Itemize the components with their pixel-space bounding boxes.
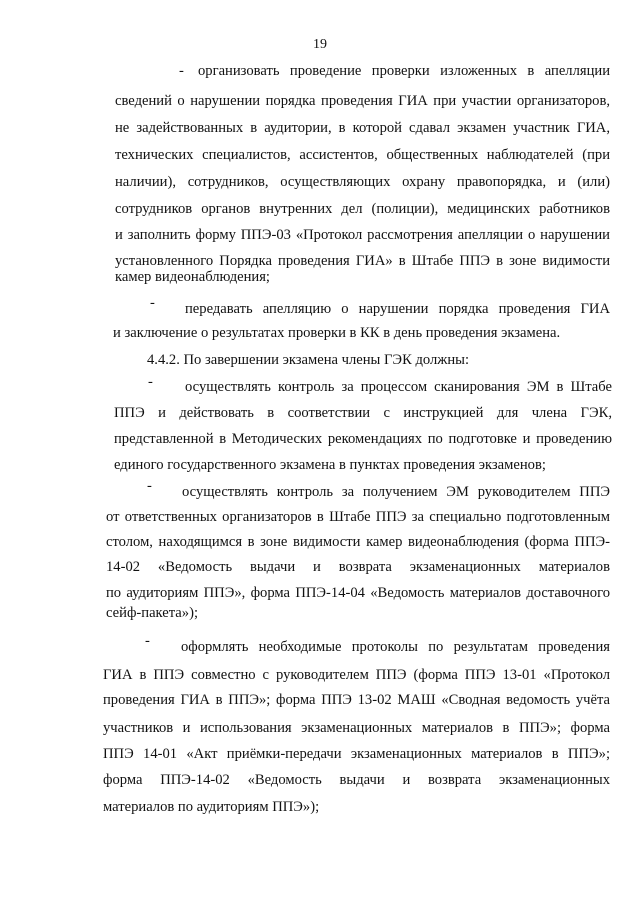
- text-line: камер видеонаблюдения;: [115, 269, 270, 285]
- text-line: оформлять необходимые протоколы по результатам проведения: [181, 639, 610, 655]
- text-line: форма ППЭ-14-02 «Ведомость выдачи и возврата экзаменационных: [103, 772, 610, 788]
- text-line: и заключение о результатах проверки в КК в день проведения экзамена.: [113, 325, 561, 341]
- text-line: организовать проведение проверки изложенных в апелляции: [198, 63, 610, 79]
- text-line: по аудиториям ППЭ», форма ППЭ-14-04 «Ведомость материалов доставочного: [106, 585, 610, 601]
- text-line: ГИА в ППЭ совместно с руководителем ППЭ (форма ППЭ 13-01 «Протокол: [103, 667, 610, 683]
- section-heading: 4.4.2. По завершении экзамена члены ГЭК должны:: [147, 352, 470, 368]
- bullet-dash: -: [147, 478, 152, 494]
- text-line: наличии), сотрудников, осуществляющих охрану правопорядка, и (или): [115, 174, 610, 190]
- text-line: участников и использования экзаменационных материалов в ППЭ»; форма: [103, 720, 610, 736]
- text-line: технических специалистов, ассистентов, общественных наблюдателей (при: [115, 147, 610, 163]
- bullet-dash: -: [179, 63, 184, 79]
- text-line: осуществлять контроль за получением ЭМ руководителем ППЭ: [182, 484, 610, 500]
- text-line: установленного Порядка проведения ГИА» в Штабе ППЭ в зоне видимости: [115, 253, 610, 269]
- text-line: 14-02 «Ведомость выдачи и возврата экзаменационных материалов: [106, 559, 610, 575]
- bullet-dash: -: [145, 633, 150, 649]
- text-line: от ответственных организаторов в Штабе ППЭ за специально подготовленным: [106, 509, 610, 525]
- text-line: ППЭ и действовать в соответствии с инструкцией для члена ГЭК,: [114, 405, 612, 421]
- text-line: осуществлять контроль за процессом сканирования ЭМ в Штабе: [185, 379, 612, 395]
- page-number: 19: [313, 37, 327, 52]
- text-line: сотрудников органов внутренних дел (полиции), медицинских работников: [115, 201, 610, 217]
- text-line: проведения ГИА в ППЭ»; форма ППЭ 13-02 МАШ «Сводная ведомость учёта: [103, 692, 610, 708]
- bullet-dash: -: [150, 295, 155, 311]
- text-line: представленной в Методических рекомендациях по подготовке и проведению: [114, 431, 612, 447]
- text-line: передавать апелляцию о нарушении порядка проведения ГИА: [185, 301, 610, 317]
- text-line: материалов по аудиториям ППЭ»);: [103, 799, 320, 815]
- bullet-dash: -: [148, 374, 153, 390]
- text-line: столом, находящимся в зоне видимости камер видеонаблюдения (форма ППЭ-: [106, 534, 610, 550]
- text-line: сейф-пакета»);: [106, 605, 198, 621]
- text-line: ППЭ 14-01 «Акт приёмки-передачи экзаменационных материалов в ППЭ»;: [103, 746, 610, 762]
- text-line: не задействованных в аудитории, в которой сдавал экзамен участник ГИА,: [115, 120, 610, 136]
- text-line: и заполнить форму ППЭ-03 «Протокол рассмотрения апелляции о нарушении: [115, 227, 610, 243]
- text-line: сведений о нарушении порядка проведения ГИА при участии организаторов,: [115, 93, 610, 109]
- text-line: единого государственного экзамена в пунктах проведения экзаменов;: [114, 457, 546, 473]
